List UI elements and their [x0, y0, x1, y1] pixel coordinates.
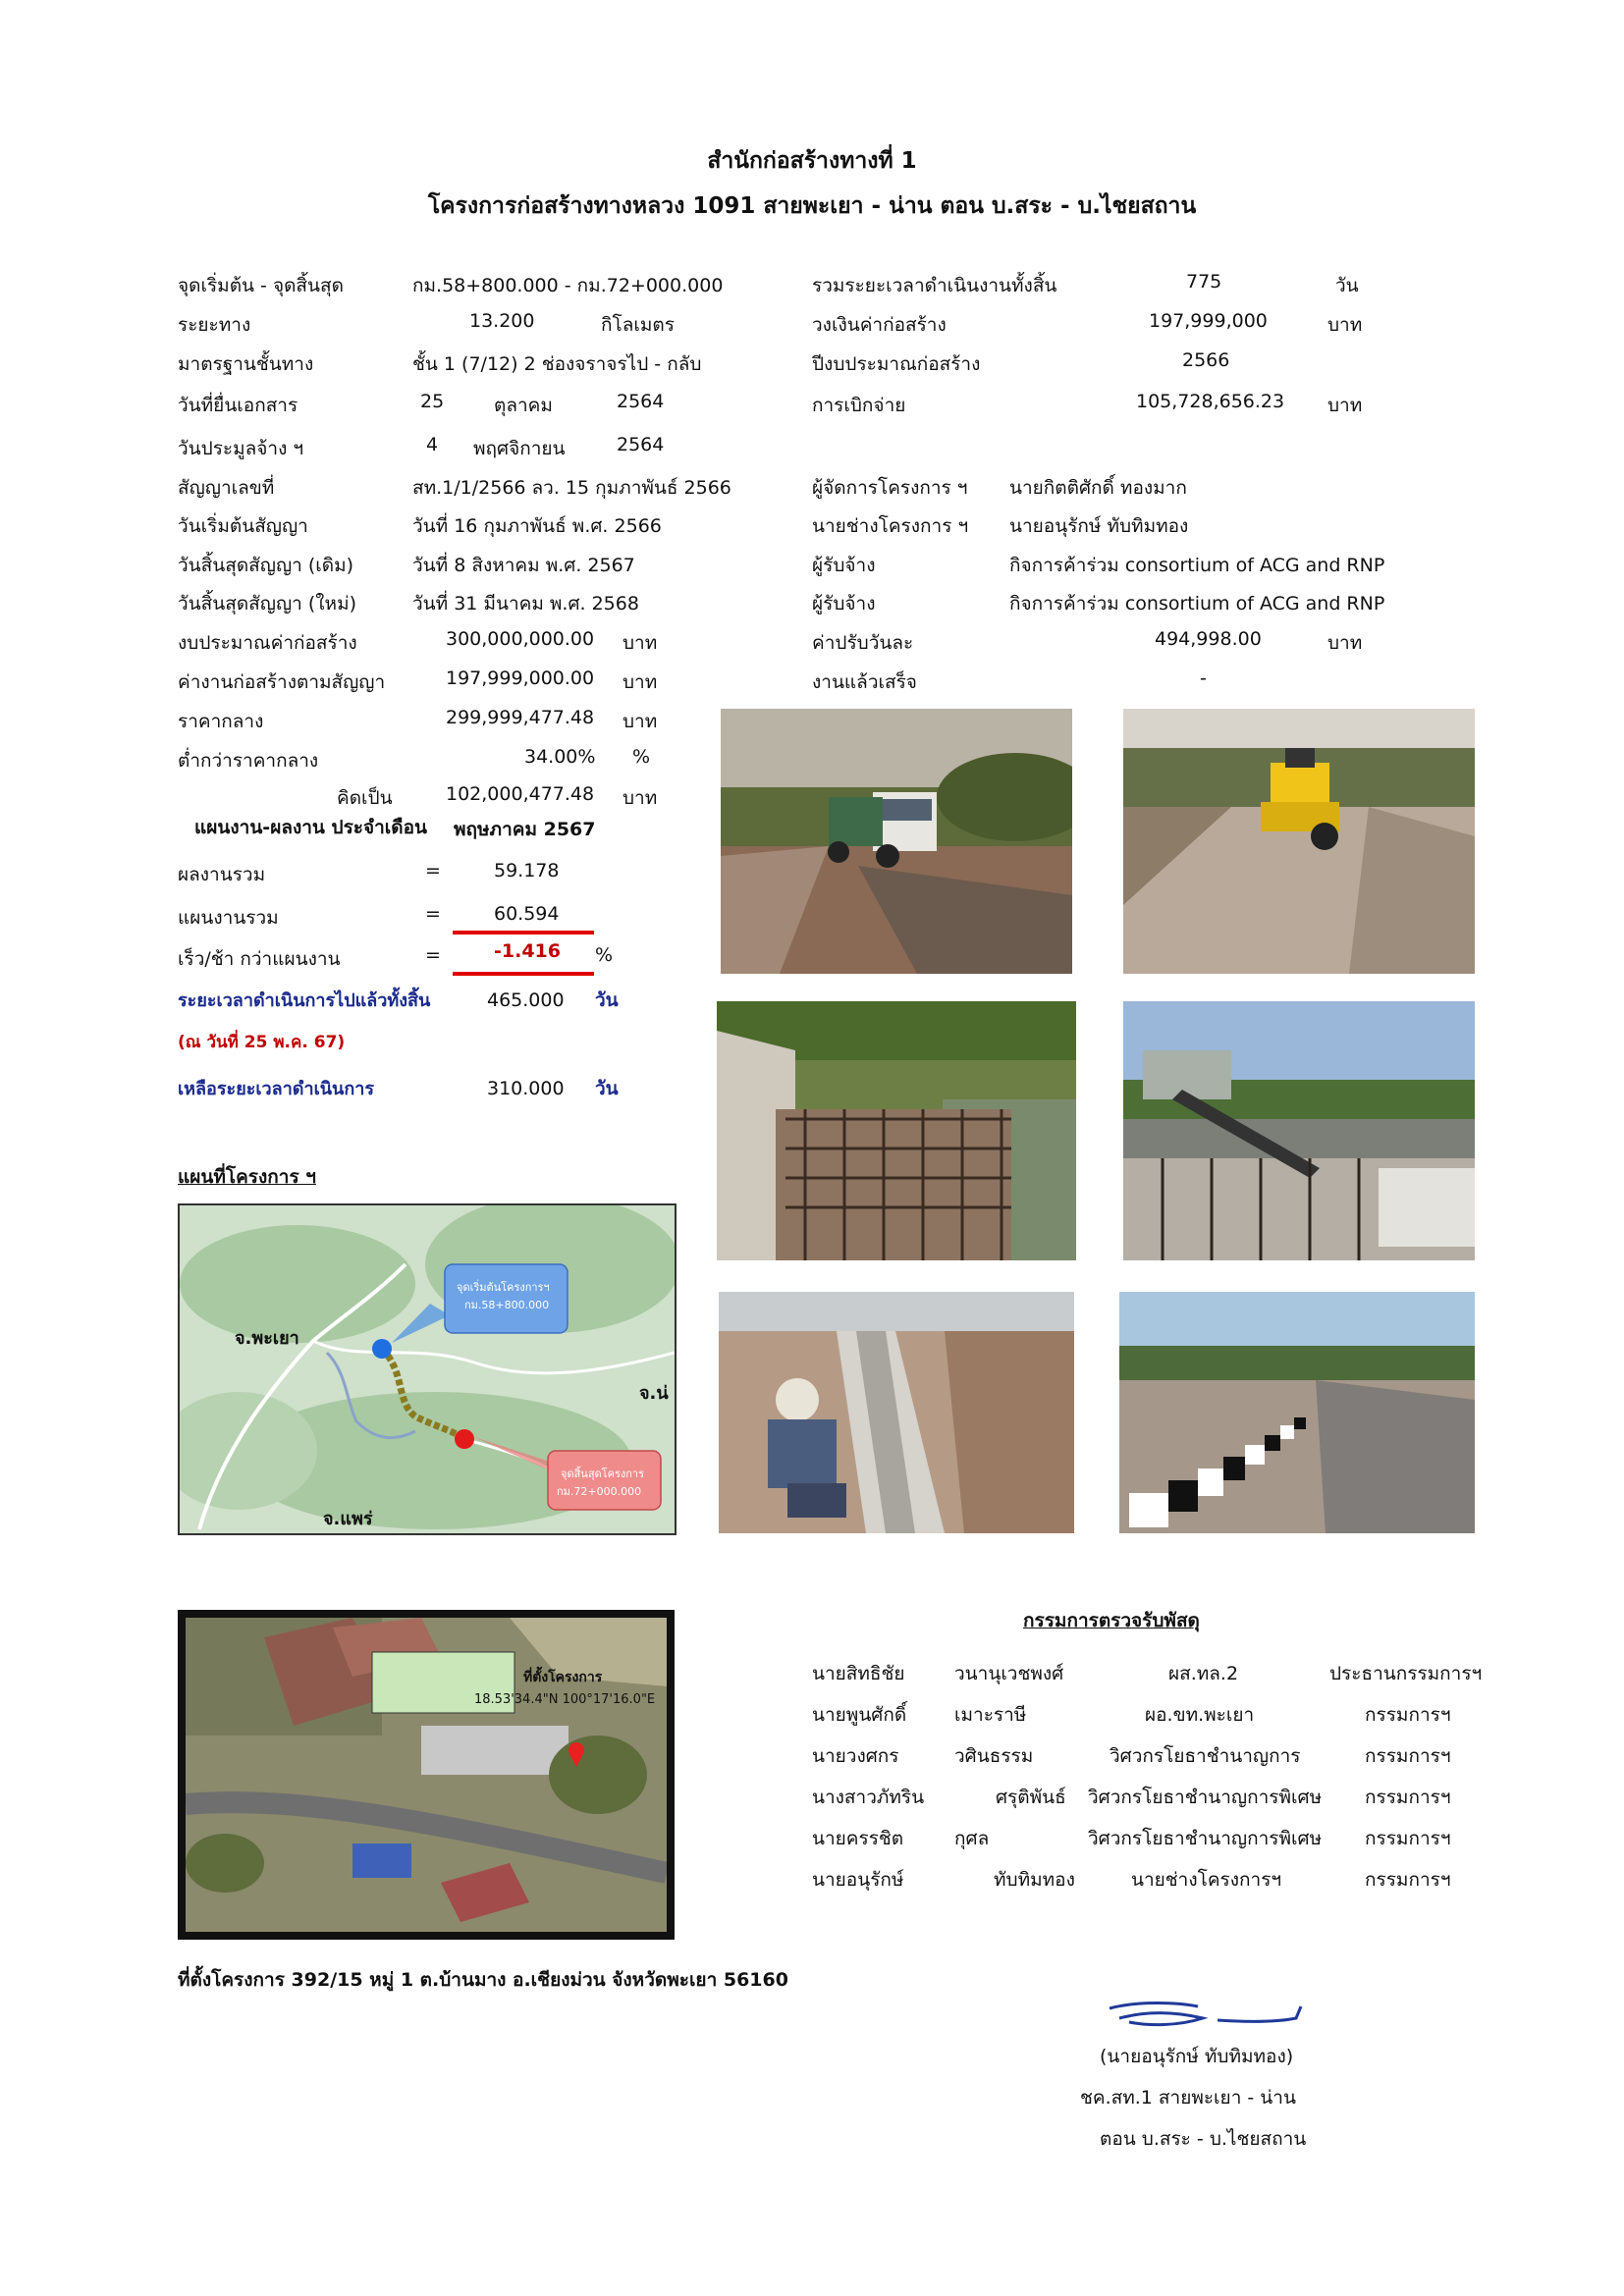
contractor-label-2: ผู้รับจ้าง — [812, 593, 876, 614]
as-of-date: (ณ วันที่ 25 พ.ค. 67) — [178, 1033, 346, 1052]
signer-title-line2: ตอน บ.สระ - บ.ไชยสถาน — [1100, 2128, 1307, 2150]
contract-end-new-label: วันสิ้นสุดสัญญา (ใหม่) — [178, 593, 357, 614]
project-title: โครงการก่อสร้างทางหลวง 1091 สายพะเยา - น่าน ตอน บ.สระ - บ.ไชยสถาน — [427, 193, 1197, 219]
project-manager-value: นายกิตติศักดิ์ ทองมาก — [1009, 477, 1187, 499]
photo-bridge-concrete — [1123, 1001, 1475, 1260]
end-callout-line1: จุดสิ้นสุดโครงการ — [561, 1468, 644, 1480]
project-address: ที่ตั้งโครงการ 392/15 หมู่ 1 ต.บ้านมาง อ.เชียงม่วน จังหวัดพะเยา 56160 — [178, 1969, 788, 1991]
contract-end-old-value: วันที่ 8 สิงหาคม พ.ศ. 2567 — [412, 555, 635, 576]
start-callout-line2: กม.58+800.000 — [464, 1299, 550, 1311]
member-role: กรรมการฯ — [1365, 1787, 1451, 1808]
equals-label: คิดเป็น — [337, 787, 393, 809]
distance-value: 13.200 — [469, 310, 535, 332]
distance-unit: กิโลเมตร — [601, 314, 675, 336]
start-end-value: กม.58+800.000 - กม.72+000.000 — [412, 275, 724, 296]
location-coords: 18.53'34.4"N 100°17'16.0"E — [474, 1692, 656, 1707]
submit-date-year: 2564 — [617, 391, 665, 412]
member-position: ผอ.ขท.พะเยา — [1145, 1704, 1255, 1726]
member-first-name: นายอนุรักษ์ — [812, 1869, 904, 1891]
completed-value: - — [1200, 667, 1207, 689]
member-position: วิศวกรโยธาชำนาญการพิเศษ — [1088, 1828, 1323, 1849]
result-value: 59.178 — [494, 860, 560, 881]
median-price-unit: บาท — [623, 711, 658, 732]
aerial-image — [186, 1618, 667, 1932]
member-position: วิศวกรโยธาชำนาญการ — [1110, 1745, 1301, 1767]
result-eq: = — [425, 860, 441, 881]
photo-drainage-workers — [719, 1292, 1074, 1533]
project-engineer-value: นายอนุรักษ์ ทับทิมทอง — [1009, 515, 1189, 537]
location-label-title: ที่ตั้งโครงการ — [523, 1670, 603, 1685]
submit-date-label: วันที่ยื่นเอกสาร — [178, 395, 298, 416]
end-callout-line2: กม.72+000.000 — [557, 1485, 642, 1498]
member-last-name: กุศล — [954, 1828, 990, 1849]
below-median-label: ต่ำกว่าราคากลาง — [178, 750, 319, 772]
equals-value: 102,000,477.48 — [446, 783, 595, 805]
contractor-value-1: กิจการค้าร่วม consortium of ACG and RNP — [1009, 555, 1385, 576]
member-role: กรรมการฯ — [1365, 1869, 1451, 1891]
location-aerial-photo — [178, 1610, 675, 1940]
road-standard-value: ชั้น 1 (7/12) 2 ช่องจราจรไป - กลับ — [412, 353, 702, 375]
distance-label: ระยะทาง — [178, 314, 251, 336]
contract-start-value: วันที่ 16 กุมภาพันธ์ พ.ศ. 2566 — [412, 515, 662, 537]
member-first-name: นายสิทธิชัย — [812, 1663, 905, 1684]
construction-budget-value: 197,999,000 — [1149, 310, 1268, 332]
total-duration-label: รวมระยะเวลาดำเนินงานทั้งสิ้น — [812, 275, 1057, 296]
contract-end-new-value: วันที่ 31 มีนาคม พ.ศ. 2568 — [412, 593, 639, 614]
project-manager-label: ผู้จัดการโครงการ ฯ — [812, 477, 968, 499]
member-last-name: วนานุเวชพงศ์ — [954, 1663, 1064, 1684]
signer-name: (นายอนุรักษ์ ทับทิมทอง) — [1100, 2046, 1294, 2067]
photo-road-roller — [1123, 709, 1475, 974]
member-role: ประธานกรรมการฯ — [1329, 1663, 1483, 1684]
elapsed-label: ระยะเวลาดำเนินการไปแล้วทั้งสิ้น — [178, 990, 431, 1011]
progress-month: พฤษภาคม 2567 — [454, 819, 596, 840]
auction-date-month: พฤศจิกายน — [473, 438, 566, 459]
construction-budget-unit: บาท — [1327, 314, 1363, 336]
total-duration-value: 775 — [1186, 271, 1222, 293]
committee-title: กรรมการตรวจรับพัสดุ — [1023, 1610, 1200, 1631]
result-label: ผลงานรวม — [178, 864, 266, 885]
contract-start-label: วันเริ่มต้นสัญญา — [178, 515, 308, 537]
member-position: นายช่างโครงการฯ — [1131, 1869, 1282, 1891]
diff-bottom-rule — [453, 972, 594, 976]
construction-budget-label: วงเงินค่าก่อสร้าง — [812, 314, 947, 336]
median-price-value: 299,999,477.48 — [446, 707, 595, 728]
contract-price-value: 197,999,000.00 — [446, 667, 595, 689]
diff-unit: % — [595, 944, 614, 966]
progress-title: แผนงาน-ผลงาน ประจำเดือน — [194, 817, 428, 838]
elapsed-value: 465.000 — [487, 989, 565, 1011]
daily-fine-label: ค่าปรับวันละ — [812, 632, 914, 654]
total-duration-unit: วัน — [1335, 275, 1359, 296]
diff-top-rule — [453, 931, 594, 934]
fiscal-year-label: ปีงบประมาณก่อสร้าง — [812, 353, 981, 375]
member-first-name: นายวงศกร — [812, 1745, 899, 1767]
budget-unit: บาท — [623, 632, 658, 654]
start-callout-line1: จุดเริ่มต้นโครงการฯ — [457, 1281, 550, 1294]
member-last-name: เมาะราษี — [954, 1704, 1027, 1726]
member-last-name: วศินธรรม — [954, 1745, 1034, 1767]
member-first-name: นางสาวภัทริน — [812, 1787, 925, 1808]
submit-date-day: 25 — [420, 391, 445, 412]
member-role: กรรมการฯ — [1365, 1745, 1451, 1767]
contract-no-value: สท.1/1/2566 ลว. 15 กุมภาพันธ์ 2566 — [412, 477, 731, 499]
remaining-unit: วัน — [595, 1078, 619, 1099]
member-role: กรรมการฯ — [1365, 1704, 1451, 1726]
map-label-phrae: จ.แพร่ — [323, 1509, 373, 1529]
contract-price-label: ค่างานก่อสร้างตามสัญญา — [178, 671, 386, 693]
budget-label: งบประมาณค่าก่อสร้าง — [178, 632, 357, 654]
daily-fine-value: 494,998.00 — [1155, 628, 1262, 650]
auction-date-label: วันประมูลจ้าง ฯ — [178, 438, 304, 459]
below-median-unit: % — [632, 746, 651, 768]
plan-eq: = — [425, 903, 441, 925]
contract-no-label: สัญญาเลขที่ — [178, 477, 275, 499]
disbursement-unit: บาท — [1327, 395, 1363, 416]
office-title: สำนักก่อสร้างทางที่ 1 — [707, 148, 917, 174]
diff-value: -1.416 — [494, 940, 561, 962]
member-role: กรรมการฯ — [1365, 1828, 1451, 1849]
plan-value: 60.594 — [494, 903, 560, 925]
plan-label: แผนงานรวม — [178, 907, 279, 929]
daily-fine-unit: บาท — [1327, 632, 1363, 654]
member-position: ผส.ทล.2 — [1168, 1663, 1239, 1684]
start-end-label: จุดเริ่มต้น - จุดสิ้นสุด — [178, 275, 344, 296]
member-first-name: นายพูนศักดิ์ — [812, 1704, 907, 1726]
map-label-phayao: จ.พะเยา — [235, 1328, 299, 1349]
project-map — [178, 1203, 677, 1535]
map-label-nan: จ.น่ — [639, 1383, 669, 1404]
diff-label: เร็ว/ช้า กว่าแผนงาน — [178, 948, 341, 970]
member-first-name: นายครรชิต — [812, 1828, 904, 1849]
map-heading: แผนที่โครงการ ฯ — [178, 1166, 316, 1188]
contractor-label-1: ผู้รับจ้าง — [812, 555, 876, 576]
contract-price-unit: บาท — [623, 671, 658, 693]
auction-date-day: 4 — [426, 434, 439, 455]
below-median-value: 34.00% — [524, 746, 596, 768]
disbursement-label: การเบิกจ่าย — [812, 395, 906, 416]
diff-eq: = — [425, 944, 441, 966]
photo-bridge-rebar — [717, 1001, 1076, 1260]
road-standard-label: มาตรฐานชั้นทาง — [178, 353, 314, 375]
remaining-value: 310.000 — [487, 1078, 565, 1099]
budget-value: 300,000,000.00 — [446, 628, 595, 650]
elapsed-unit: วัน — [595, 989, 619, 1011]
equals-unit: บาท — [623, 787, 658, 809]
fiscal-year-value: 2566 — [1182, 349, 1230, 371]
auction-date-year: 2564 — [617, 434, 665, 455]
member-position: วิศวกรโยธาชำนาญการพิเศษ — [1088, 1787, 1323, 1808]
remaining-label: เหลือระยะเวลาดำเนินการ — [178, 1079, 375, 1099]
completed-label: งานแล้วเสร็จ — [812, 671, 917, 693]
signature-mark — [1100, 1997, 1306, 2036]
contractor-value-2: กิจการค้าร่วม consortium of ACG and RNP — [1009, 593, 1385, 614]
project-engineer-label: นายช่างโครงการ ฯ — [812, 515, 969, 537]
member-last-name: ศรุติพันธ์ — [996, 1787, 1066, 1808]
disbursement-value: 105,728,656.23 — [1136, 391, 1285, 412]
submit-date-month: ตุลาคม — [494, 395, 553, 416]
contract-end-old-label: วันสิ้นสุดสัญญา (เดิม) — [178, 555, 354, 576]
signer-title-line1: ชค.สท.1 สายพะเยา - น่าน — [1080, 2087, 1296, 2109]
median-price-label: ราคากลาง — [178, 711, 264, 732]
photo-road-barrier — [1119, 1292, 1475, 1533]
member-last-name: ทับทิมทอง — [994, 1869, 1075, 1891]
photo-water-truck — [721, 709, 1072, 974]
